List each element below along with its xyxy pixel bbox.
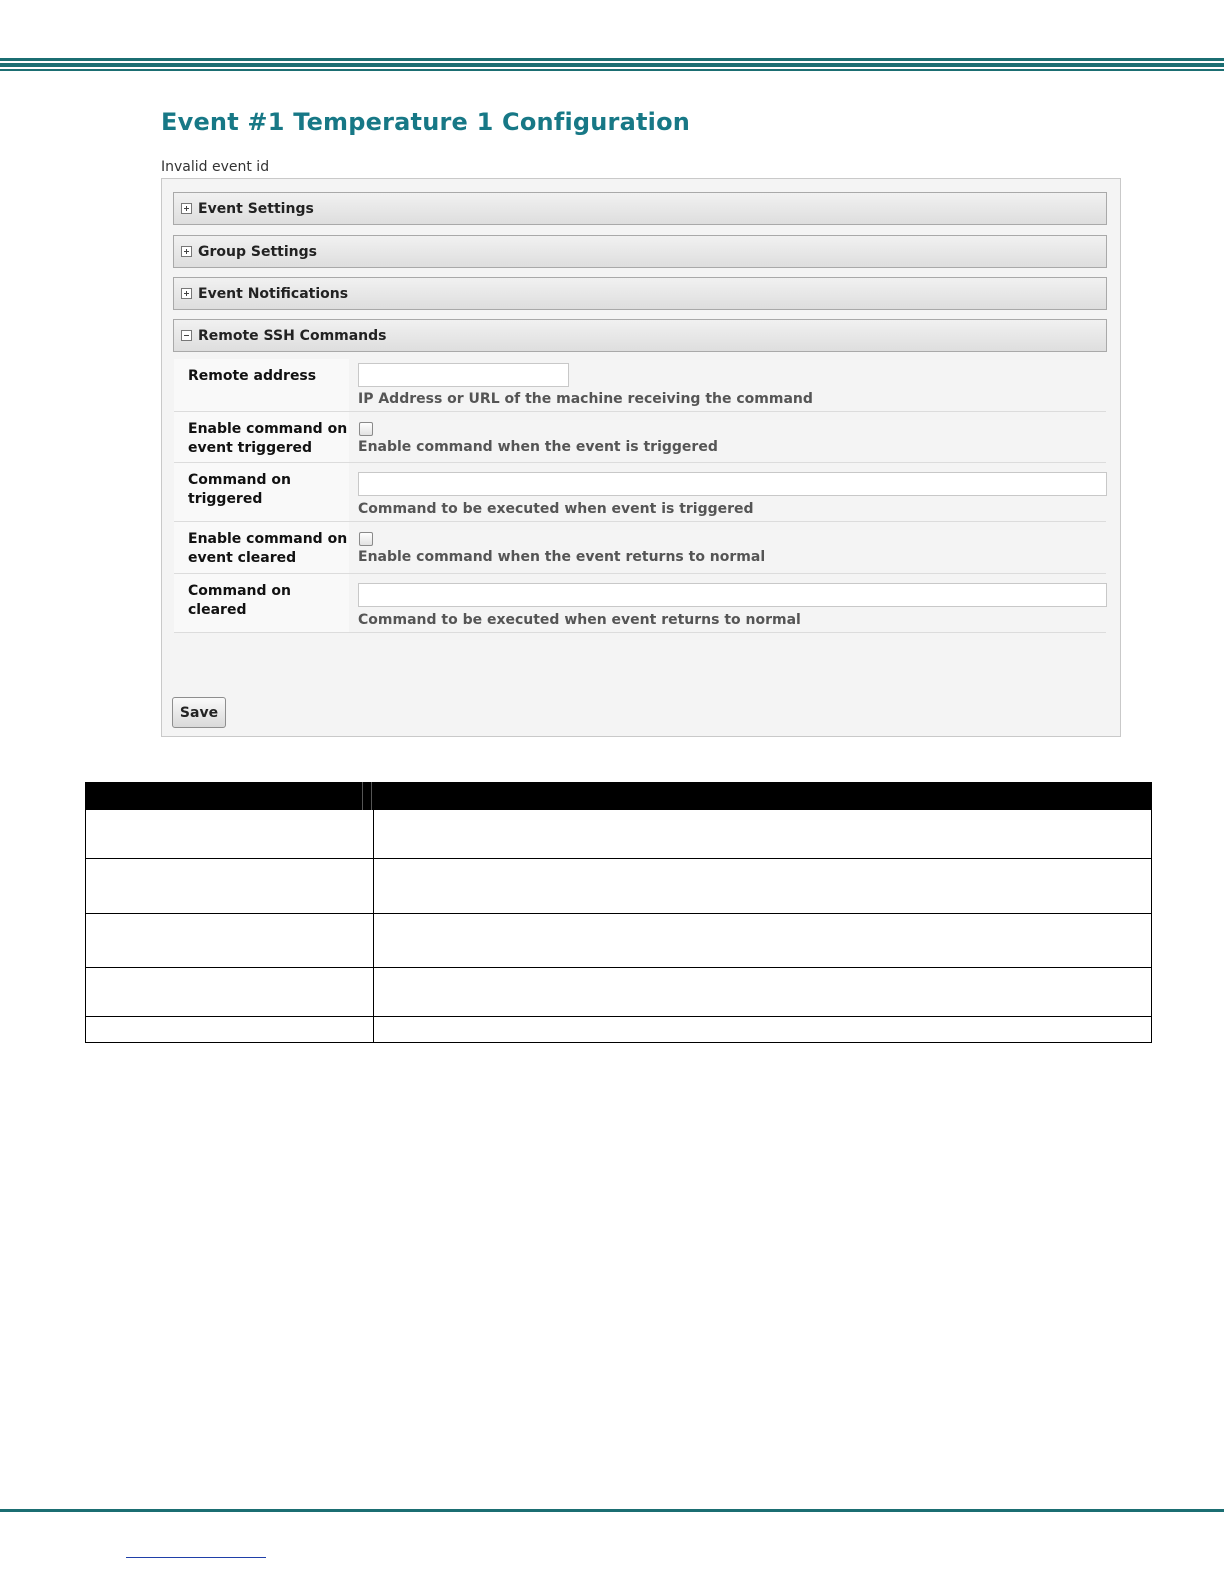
save-button[interactable]: Save — [172, 697, 226, 728]
command-triggered-help: Command to be executed when event is triggered — [358, 501, 754, 517]
enable-triggered-label: Enable command on event triggered — [188, 421, 348, 456]
command-triggered-label: Command on triggered — [188, 472, 291, 507]
enable-cleared-checkbox[interactable] — [359, 532, 373, 546]
footer-link[interactable] — [126, 1545, 266, 1558]
form-row-command-cleared — [174, 574, 1106, 633]
command-cleared-help: Command to be executed when event returns to normal — [358, 612, 801, 628]
enable-cleared-label: Enable command on event cleared — [188, 531, 348, 566]
form-row-command-triggered — [174, 463, 1106, 522]
table-row — [85, 810, 1152, 859]
remote-address-help: IP Address or URL of the machine receiving the command — [358, 391, 813, 407]
accordion-label: Event Notifications — [198, 285, 349, 302]
remote-address-input[interactable] — [358, 363, 569, 387]
table-row — [85, 968, 1152, 1017]
config-panel — [161, 178, 1121, 737]
expand-icon — [181, 246, 192, 257]
table-row — [85, 1017, 1152, 1043]
enable-triggered-help: Enable command when the event is triggered — [358, 439, 718, 455]
form-row-remote-address — [174, 359, 1106, 412]
accordion-label: Group Settings — [198, 243, 317, 260]
enable-triggered-checkbox[interactable] — [359, 422, 373, 436]
collapse-icon — [181, 330, 192, 341]
expand-icon — [181, 203, 192, 214]
table-row — [85, 859, 1152, 914]
accordion-event-settings[interactable] — [173, 192, 1107, 225]
expand-icon — [181, 288, 192, 299]
accordion-label: Event Settings — [198, 200, 314, 217]
command-triggered-input[interactable] — [358, 472, 1107, 496]
header-rule — [0, 58, 1224, 72]
form-row-enable-triggered — [174, 412, 1106, 463]
command-cleared-input[interactable] — [358, 583, 1107, 607]
form-row-enable-cleared — [174, 522, 1106, 574]
status-message: Invalid event id — [161, 159, 270, 175]
description-table — [85, 782, 1152, 1043]
remote-address-label: Remote address — [188, 368, 317, 384]
page-title: Event #1 Temperature 1 Configuration — [161, 108, 691, 136]
accordion-event-notifications[interactable] — [173, 277, 1107, 310]
table-row — [85, 914, 1152, 968]
table-header — [85, 782, 1152, 810]
command-cleared-label: Command on cleared — [188, 583, 291, 618]
accordion-group-settings[interactable] — [173, 235, 1107, 268]
enable-cleared-help: Enable command when the event returns to normal — [358, 549, 766, 565]
accordion-label: Remote SSH Commands — [198, 327, 387, 344]
footer-rule — [0, 1509, 1224, 1512]
accordion-remote-ssh-commands[interactable] — [173, 319, 1107, 352]
